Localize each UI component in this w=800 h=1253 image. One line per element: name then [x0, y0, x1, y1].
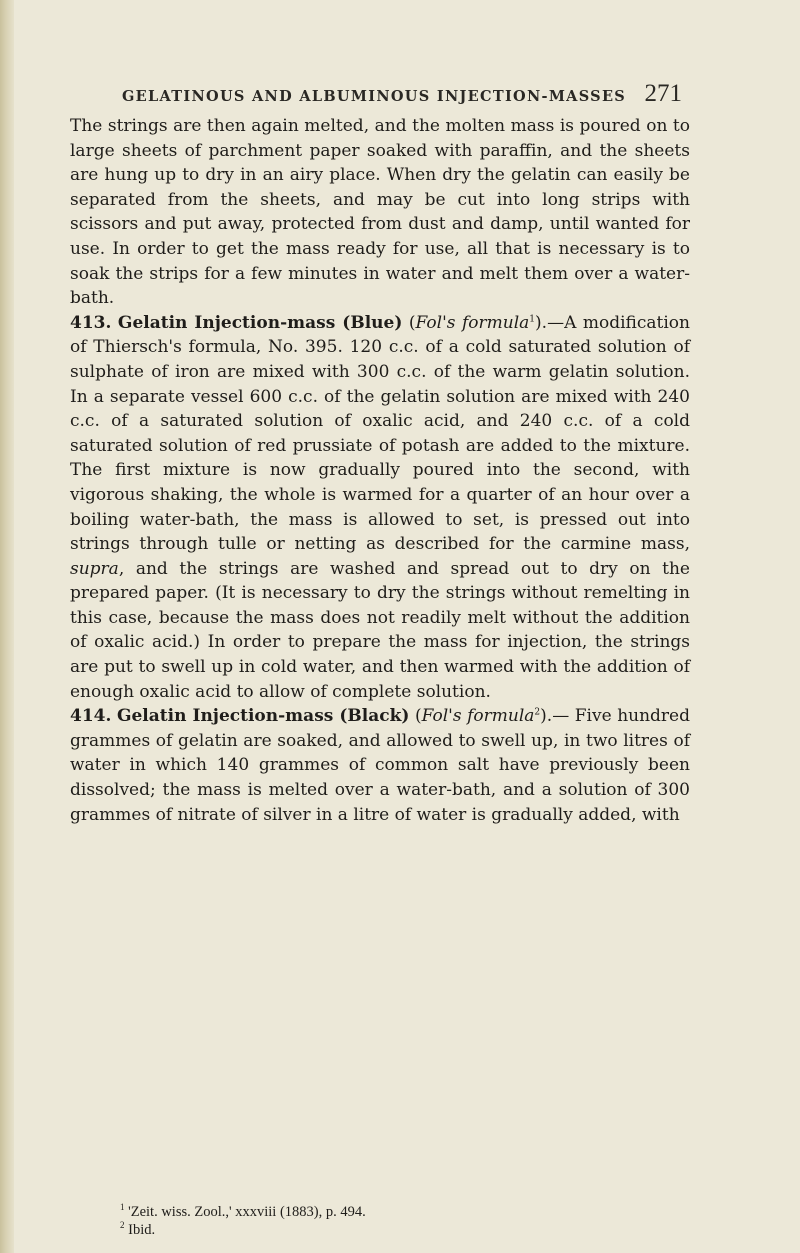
paragraph-continuation: [70, 114, 690, 311]
footnote-text: Ibid.: [128, 1222, 156, 1238]
section-number: 413.: [70, 312, 112, 333]
running-header-title: GELATINOUS AND ALBUMINOUS INJECTION-MASSES: [122, 88, 627, 105]
footnotes: [120, 1203, 680, 1239]
section-formula: Fol's formula: [415, 312, 530, 333]
paragraph-text: The strings are then again melted, and the molten mass is poured on to large sheets of parchment paper soaked with paraffin, and the sheets are hung up to dry in an airy place. When dry the gelatin can easily be separated from the sheets, and may be cut into long strips with scissors and put away, protected from dust and damp, until wanted for use. In order to get the mass ready for use, all that is necessary is to soak the strips for a few minutes in water and melt them over a water-bath.: [70, 116, 690, 309]
paragraph-text-continued: , and the strings are washed and spread out to dry on the prepared paper. (It is necessary to dry the strings without remelting in this case, because the mass does not readily melt without the addition of oxalic acid.) In order to prepare the mass for injection, the strings are put to swell up in cold water, and then warmed with the addition of enough oxalic acid to allow of complete solution.: [70, 558, 690, 702]
page-gutter-shadow: [0, 0, 14, 1253]
body-text: [70, 114, 690, 827]
section-open-paren: (: [408, 312, 416, 333]
section-heading: Gelatin Injection-mass (Blue): [117, 312, 403, 333]
paragraph-text: A modification of Thiersch's formula, No. 395. 120 c.c. of a cold saturated solution of sulphate of iron are mixed with 300 c.c. of the warm gelatin solution. In a separate vessel 600 c.c. of the gelatin solution are mixed with 240 c.c. of a saturated solution of oxalic acid, and 240 c.c. of a cold saturated solution of red prussiate of potash are added to the mixture. The first mixture is now gradually poured into the second, with vigorous shaking, the whole is warmed for a quarter of an hour over a boiling water-bath, the mass is allowed to set, is pressed out into strings through tulle or netting as described for the carmine mass,: [70, 312, 690, 555]
footnote: [120, 1203, 680, 1221]
footnote-mark: 1: [120, 1202, 125, 1213]
footnote-ref: 1: [529, 314, 536, 325]
page-number: 271: [644, 80, 682, 107]
supra-reference: supra: [70, 558, 119, 579]
footnote: [120, 1221, 680, 1239]
section-heading-end: ).—: [535, 312, 565, 333]
section-heading-end: ).—: [540, 706, 570, 727]
section-414: [70, 704, 690, 827]
section-number: 414.: [70, 706, 112, 727]
footnote-mark: 2: [120, 1220, 125, 1231]
footnote-ref: 2: [534, 707, 541, 718]
section-open-paren: (: [415, 706, 422, 727]
footnote-text: 'Zeit. wiss. Zool.,' xxxviii (1883), p. 494.: [128, 1204, 366, 1220]
running-header: [122, 80, 682, 108]
section-formula: Fol's formula: [421, 706, 535, 727]
section-413: [70, 311, 690, 705]
paragraph-text: Five hundred grammes of gelatin are soaked, and allowed to swell up, in two litres of water in which 140 grammes of common salt have previously been dissolved; the mass is melted over a water-bath, and a solution of 300 grammes of nitrate of silver in a litre of water is gradually added, with: [70, 706, 690, 825]
section-heading: Gelatin Injection-mass (Black): [116, 706, 410, 727]
